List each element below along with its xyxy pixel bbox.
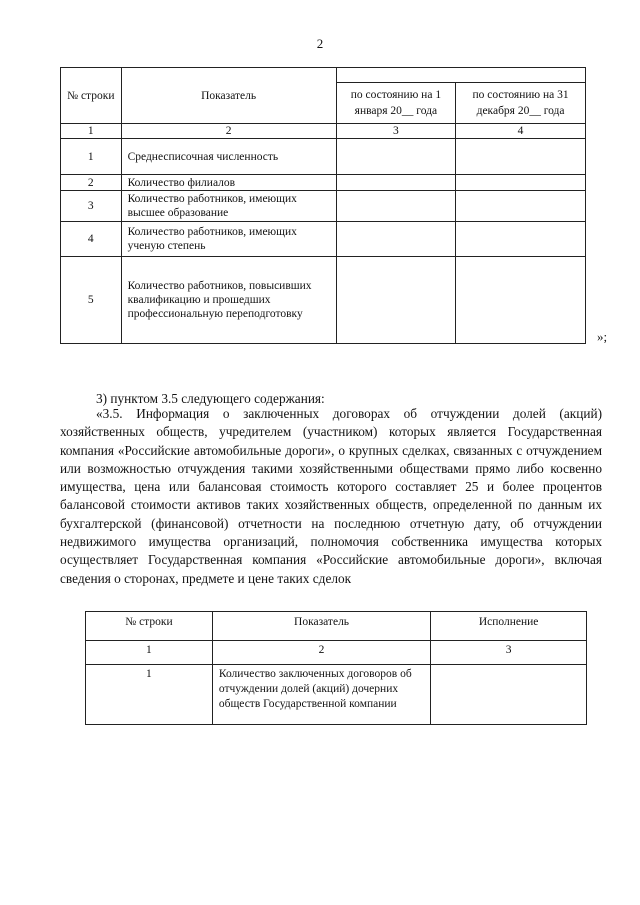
index-cell: 4	[456, 124, 586, 139]
row-value-dec	[456, 175, 586, 191]
header-execution: Исполнение	[431, 612, 587, 641]
row-execution	[431, 665, 587, 725]
header-top-span	[336, 68, 585, 83]
indicators-table	[60, 67, 586, 344]
index-cell: 2	[212, 641, 430, 665]
table-row	[61, 139, 586, 175]
page-number: 2	[316, 36, 324, 51]
row-indicator: Количество филиалов	[121, 175, 336, 191]
main-paragraph: «3.5. Информация о заключенных договорах об отчуждении долей (акций) хозяйственных обществ, учредителем (участником) которых является Государственная компания «Российские автомобильные дороги», о крупных сделках, связанных с отчуждением или возможностью отчуждения такими хозяйственными обществами прямо либо косвенно имущества, цена или балансовая стоимость которого составляет 25 и более процентов балансовой стоимости активов таких хозяйственных обществ, определенной по данным их бухгалтерской (финансовой) отчетности на последнюю отчетную дату, об отчуждении недвижимого имущества организаций, полномочия собственника имущества которых осуществляет Государственная компания «Российские автомобильные дороги», включая сведения о сторонах, предмете и цене таких сделок	[60, 406, 602, 586]
row-value-jan	[336, 139, 455, 175]
header-row-number: № строки	[86, 612, 213, 641]
row-value-dec	[456, 257, 586, 344]
row-number: 5	[61, 257, 122, 344]
index-cell: 3	[431, 641, 587, 665]
header-indicator: Показатель	[212, 612, 430, 641]
index-cell: 3	[336, 124, 455, 139]
index-cell: 1	[86, 641, 213, 665]
row-value-dec	[456, 222, 586, 257]
index-cell: 2	[121, 124, 336, 139]
table-row	[61, 175, 586, 191]
row-value-jan	[336, 222, 455, 257]
table-row	[61, 257, 586, 344]
row-number: 3	[61, 191, 122, 222]
header-dec: по состоянию на 31 декабря 20__ года	[456, 83, 586, 124]
row-indicator: Количество работников, имеющих высшее образование	[121, 191, 336, 222]
row-value-dec	[456, 191, 586, 222]
row-value-dec	[456, 139, 586, 175]
table-row	[61, 222, 586, 257]
row-number: 2	[61, 175, 122, 191]
index-cell: 1	[61, 124, 122, 139]
row-number: 1	[61, 139, 122, 175]
row-number: 1	[86, 665, 213, 725]
header-indicator: Показатель	[121, 68, 336, 124]
row-value-jan	[336, 257, 455, 344]
header-jan: по состоянию на 1 января 20__ года	[336, 83, 455, 124]
contracts-table	[85, 611, 587, 725]
header-row-number: № строки	[61, 68, 122, 124]
row-value-jan	[336, 175, 455, 191]
row-number: 4	[61, 222, 122, 257]
row-indicator: Количество работников, повысивших квалификацию и прошедших профессиональную переподготовку	[121, 257, 336, 344]
row-indicator: Среднесписочная численность	[121, 139, 336, 175]
row-indicator: Количество работников, имеющих ученую степень	[121, 222, 336, 257]
closing-quote-mark: »;	[597, 329, 608, 344]
row-value-jan	[336, 191, 455, 222]
table-row	[61, 191, 586, 222]
table-row	[86, 665, 587, 725]
intro-paragraph: 3) пунктом 3.5 следующего содержания:	[96, 391, 325, 406]
row-indicator: Количество заключенных договоров об отчуждении долей (акций) дочерних обществ Государственной компании	[212, 665, 430, 725]
